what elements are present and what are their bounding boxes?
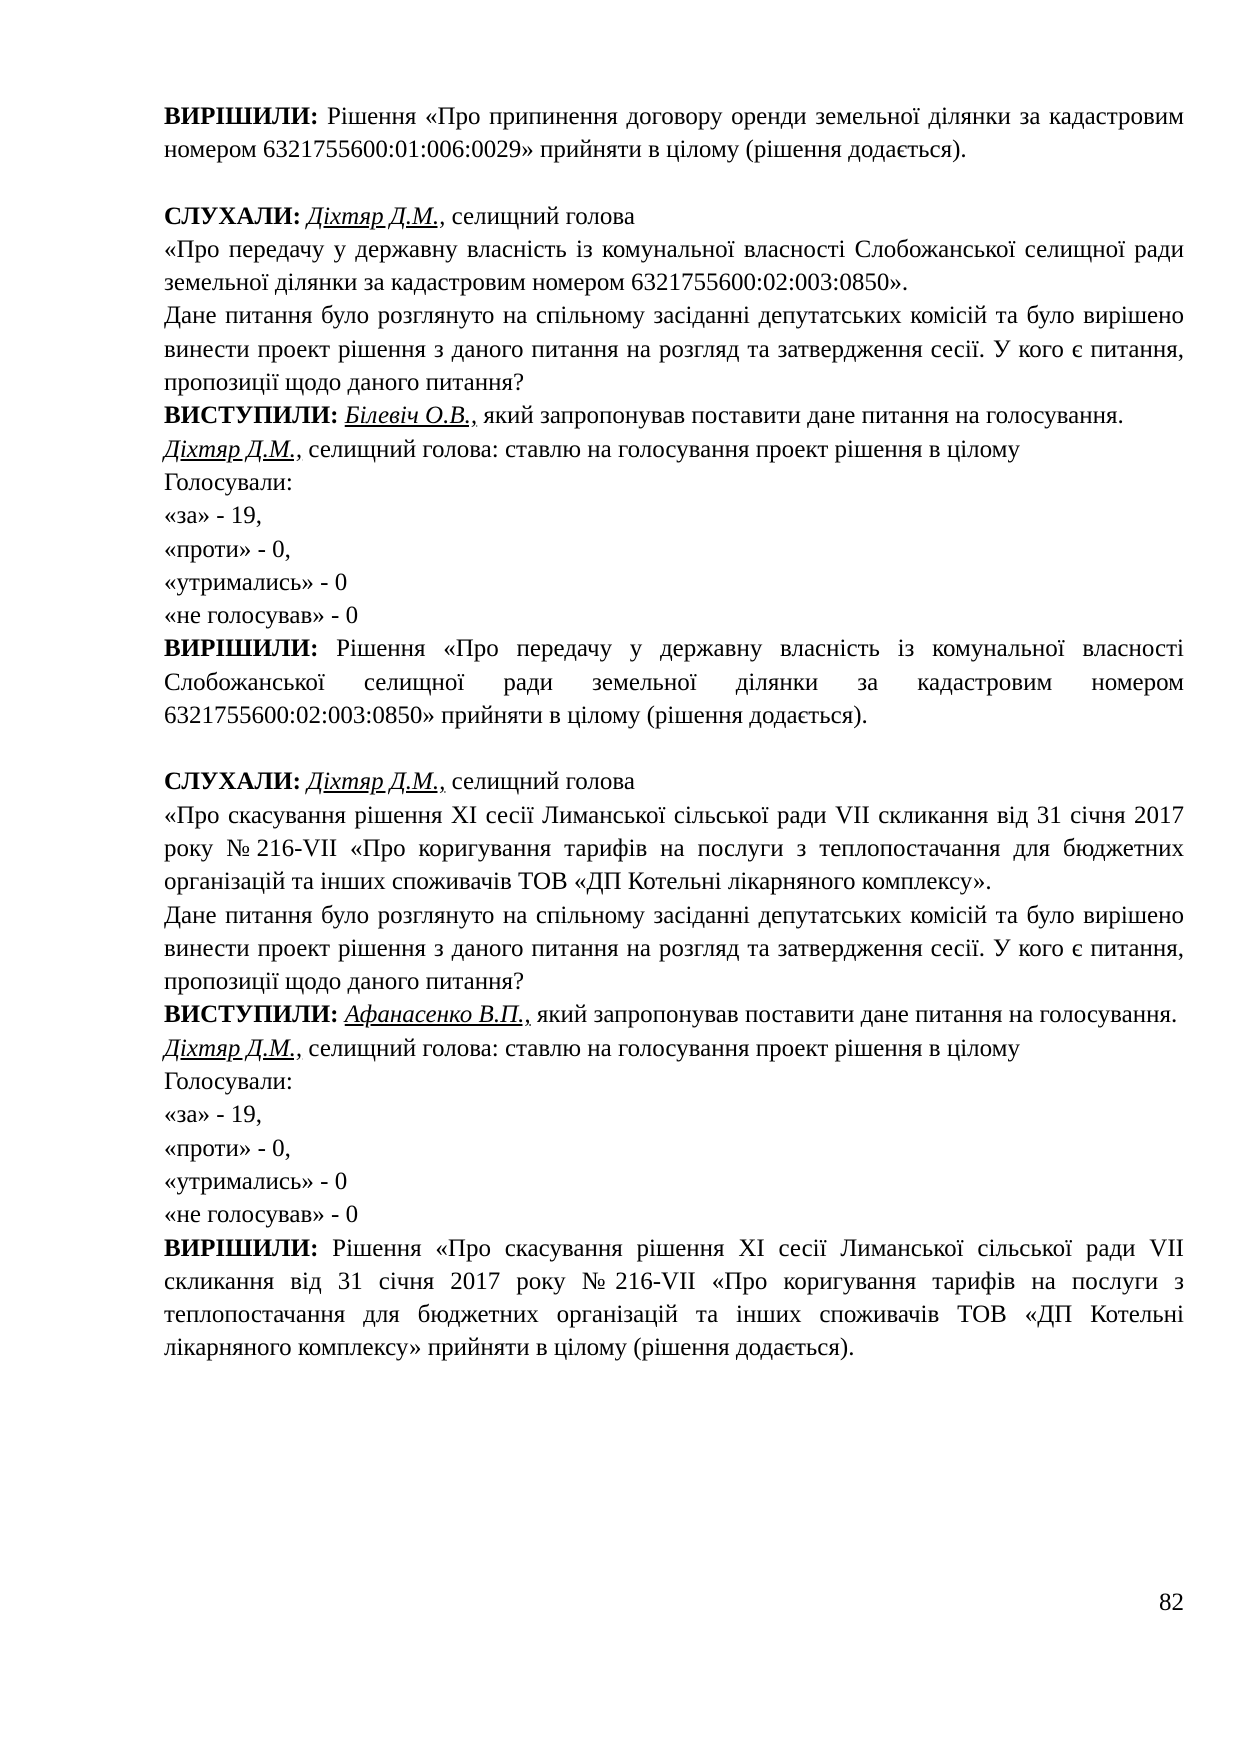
heard-speaker: Діхтяр Д.М., [307,202,446,230]
vote-against: «проти» - 0, [164,535,291,563]
vote-line: Голосували: [164,468,293,496]
spoke-label: ВИСТУПИЛИ: [164,1001,339,1029]
vote-for: «за» - 19, [164,1101,263,1129]
spoke-paragraph-3 [164,998,1184,1031]
page-number: 82 [1159,1589,1184,1616]
chair-text: селищний голова: ставлю на голосування проект рішення в цілому [302,435,1020,463]
topic-paragraph-2: «Про передачу у державну власність із комунальної власності Слобожанської селищної ради земельної ділянки за кадастровим номером 6321755600:02:003:0850». [164,235,1184,297]
vote-abstained: «утримались» - 0 [164,1167,348,1195]
decision-label: ВИРІШИЛИ: [164,635,319,663]
topic-paragraph-3: «Про скасування рішення ХІ сесії Лиманської сільської ради VII скликання від 31 січня 2017 року №216-VII «Про коригування тарифів на послуги з теплопостачання для бюджетних організацій та інших споживачів ТОВ «ДП Котельні лікарняного комплексу». [164,801,1184,896]
chair-speaker: Діхтяр Д.М., [164,435,303,463]
heard-line-2 [164,200,1184,233]
spoke-speaker: Афанасенко В.П., [344,1001,531,1029]
spoke-paragraph-2 [164,399,1184,432]
vote-not-voted: «не голосував» - 0 [164,1201,359,1229]
decision-paragraph-1 [164,100,1184,167]
decision-label: ВИРІШИЛИ: [164,1234,319,1262]
decision-label: ВИРІШИЛИ: [164,103,319,130]
chair-text: селищний голова: ставлю на голосування проект рішення в цілому [302,1034,1020,1062]
heard-label: СЛУХАЛИ: [164,202,301,230]
vote-not-voted: «не голосував» - 0 [164,602,359,630]
vote-against: «проти» - 0, [164,1134,291,1162]
spoke-text: який запропонував поставити дане питання на голосування. [530,1001,1178,1029]
decision-text: Рішення «Про скасування рішення ХІ сесії Лиманської сільської ради VII скликання від 31 січня 2017 року №216-VII «Про коригування тарифів на послуги з теплопостачання для бюджетних організацій та інших споживачів ТОВ «ДП Котельні лікарняного комплексу» прийняти в цілому (рішення додається). [164,1234,1184,1362]
spoke-speaker: Білевіч О.В., [344,402,478,430]
vote-line: Голосували: [164,1068,293,1096]
decision-paragraph-3 [164,1232,1184,1365]
heard-label: СЛУХАЛИ: [164,768,301,796]
info-paragraph-3: Дане питання було розглянуто на спільному засіданні депутатських комісій та було вирішено винести проект рішення з даного питання на розгляд та затвердження сесії. У кого є питання, пропозиції щодо даного питання? [164,901,1184,996]
heard-role: селищний голова [445,768,635,796]
chair-line-2 [164,433,1184,466]
vote-abstained: «утримались» - 0 [164,568,348,596]
decision-text: Рішення «Про припинення договору оренди земельної ділянки за кадастровим номером 6321755600:01:006:0029» прийняти в цілому (рішення додається). [164,103,1184,164]
chair-speaker: Діхтяр Д.М., [164,1034,303,1062]
paragraph-gap [164,732,1184,765]
decision-text: Рішення «Про передачу у державну власність із комунальної власності Слобожанської селищної ради земельної ділянки за кадастровим номером 6321755600:02:003:0850» прийняти в цілому (рішення додається). [164,635,1184,730]
vote-for: «за» - 19, [164,502,263,530]
chair-line-3 [164,1032,1184,1065]
info-paragraph-2: Дане питання було розглянуто на спільному засіданні депутатських комісій та було вирішено винести проект рішення з даного питання на розгляд та затвердження сесії. У кого є питання, пропозиції щодо даного питання? [164,302,1184,397]
heard-line-3 [164,765,1184,798]
heard-role: селищний голова [445,202,635,230]
document-page [164,100,1184,1365]
spoke-label: ВИСТУПИЛИ: [164,402,339,430]
heard-speaker: Діхтяр Д.М., [307,768,446,796]
decision-paragraph-2 [164,632,1184,732]
paragraph-gap [164,167,1184,200]
spoke-text: який запропонував поставити дане питання на голосування. [477,402,1124,430]
